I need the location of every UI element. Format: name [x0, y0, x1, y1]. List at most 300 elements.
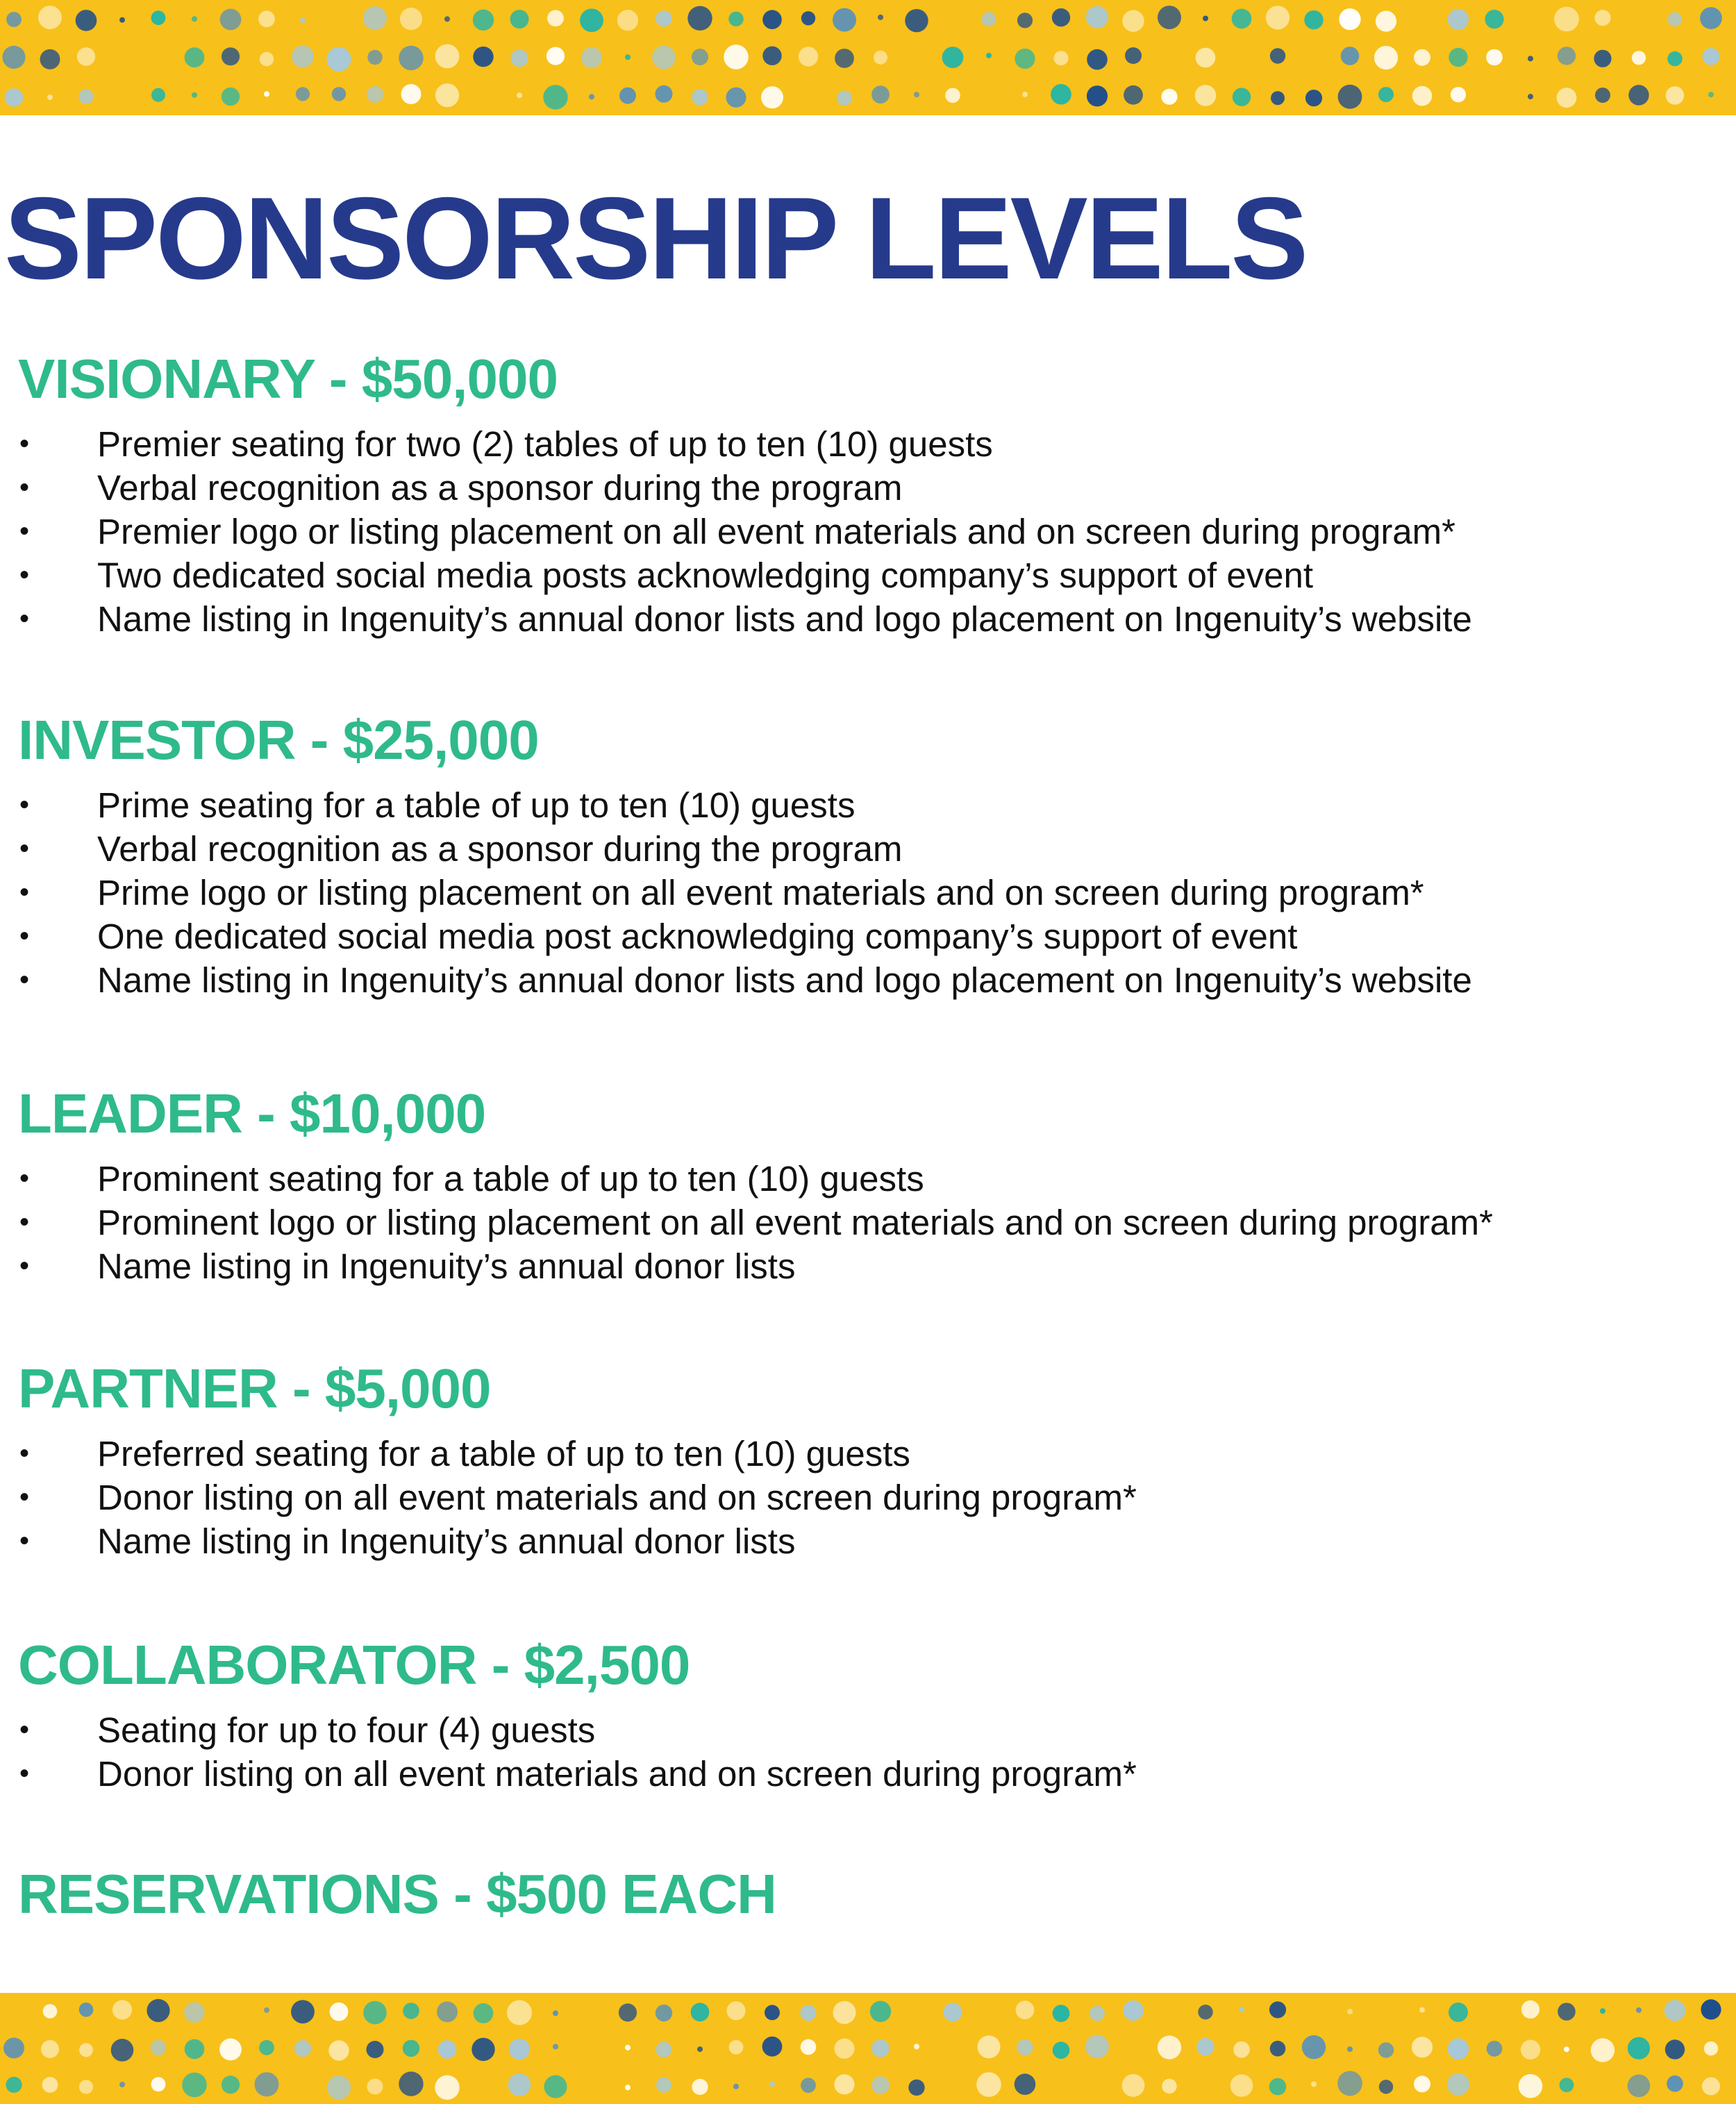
decorative-dot	[944, 2003, 962, 2021]
decorative-dot	[1449, 2003, 1468, 2022]
decorative-dot	[222, 2076, 240, 2094]
decorative-dot	[473, 47, 493, 67]
bullet-icon: •	[19, 1526, 30, 1556]
level-heading: LEADER - $10,000	[18, 1083, 486, 1144]
decorative-dot	[79, 2080, 93, 2094]
decorative-dot	[625, 54, 631, 60]
decorative-dot	[330, 2003, 349, 2021]
level-collaborator	[0, 1632, 1736, 1796]
decorative-dot	[399, 46, 423, 70]
decorative-dot	[151, 88, 165, 102]
benefit-item	[0, 1752, 1736, 1796]
benefit-text: Name listing in Ingenuity’s annual donor lists and logo placement on Ingenuity’s website	[97, 599, 1472, 639]
decorative-dot	[1122, 2074, 1145, 2097]
decorative-dot	[1666, 86, 1684, 104]
level-partner	[0, 1355, 1736, 1563]
level-heading: INVESTOR - $25,000	[18, 709, 539, 771]
decorative-dot	[1600, 2008, 1605, 2014]
decorative-dot	[184, 2003, 204, 2023]
decorative-dot	[1560, 2078, 1574, 2092]
decorative-dot	[292, 46, 314, 68]
benefit-item	[0, 1201, 1736, 1244]
decorative-dot	[908, 2080, 924, 2096]
decorative-dot	[1196, 2038, 1214, 2055]
decorative-dot	[1052, 8, 1070, 26]
decorative-dot	[1270, 48, 1285, 63]
benefit-text: Verbal recognition as a sponsor during the program	[97, 829, 903, 869]
benefit-item	[0, 1157, 1736, 1201]
decorative-dot	[1122, 10, 1144, 32]
decorative-dot	[401, 84, 422, 104]
decorative-dot	[762, 2037, 783, 2057]
decorative-dot	[296, 87, 310, 101]
decorative-dot	[553, 2010, 558, 2016]
decorative-dot	[697, 2046, 703, 2052]
decorative-dot	[3, 2037, 24, 2058]
decorative-dot	[1085, 2035, 1109, 2058]
benefit-item	[0, 958, 1736, 1002]
decorative-dot	[222, 47, 240, 65]
decorative-dot	[192, 16, 197, 22]
decorative-dot	[260, 52, 274, 66]
bullet-icon: •	[19, 1758, 30, 1789]
level-heading: RESERVATIONS - $500 EACH	[18, 1863, 776, 1925]
decorative-dot	[546, 47, 565, 65]
decorative-dot	[580, 8, 603, 32]
decorative-dot	[619, 87, 636, 104]
decorative-dot	[403, 2040, 419, 2057]
decorative-dot	[543, 85, 567, 109]
decorative-dot	[1271, 91, 1285, 105]
decorative-dot	[151, 2077, 166, 2092]
decorative-dot	[258, 10, 275, 27]
decorative-dot	[1448, 2039, 1469, 2060]
decorative-dot	[1374, 46, 1398, 69]
bullet-icon: •	[19, 1438, 30, 1469]
decorative-dot	[1123, 2001, 1143, 2021]
bullet-icon: •	[19, 877, 30, 908]
benefit-item	[0, 510, 1736, 553]
decorative-dot	[729, 2040, 744, 2055]
decorative-dot	[1378, 2042, 1394, 2057]
decorative-dot	[589, 94, 594, 99]
decorative-dot	[510, 10, 529, 28]
decorative-dot	[837, 90, 852, 106]
decorative-dot	[724, 44, 749, 69]
decorative-dot	[687, 6, 712, 31]
decorative-dot	[1628, 2075, 1651, 2098]
decorative-dot	[945, 88, 960, 103]
benefit-text: Name listing in Ingenuity’s annual donor lists	[97, 1521, 796, 1561]
decorative-dot	[625, 2045, 631, 2051]
decorative-dot	[656, 2078, 671, 2093]
decorative-dot	[986, 53, 992, 58]
decorative-dot	[444, 16, 450, 22]
decorative-dot	[5, 88, 24, 107]
decorative-dot	[1414, 49, 1430, 66]
benefit-text: Seating for up to four (4) guests	[97, 1710, 596, 1750]
bullet-icon: •	[19, 603, 30, 634]
decorative-dot	[1125, 47, 1142, 64]
bullet-icon: •	[19, 1714, 30, 1745]
benefit-item	[0, 871, 1736, 915]
decorative-dot	[1337, 2071, 1362, 2096]
decorative-dot	[1198, 2005, 1212, 2019]
decorative-dot	[47, 94, 53, 100]
decorative-dot	[547, 10, 564, 26]
bullet-icon: •	[19, 1251, 30, 1281]
benefit-item	[0, 1244, 1736, 1288]
decorative-dot	[1233, 88, 1251, 106]
decorative-dot	[1311, 2081, 1317, 2087]
benefit-text: One dedicated social media post acknowledging company’s support of event	[97, 917, 1298, 956]
decorative-dot	[834, 2039, 854, 2059]
decorative-dot	[6, 2077, 22, 2093]
decorative-dot	[40, 49, 60, 69]
benefit-text: Verbal recognition as a sponsor during the program	[97, 468, 903, 508]
decorative-dot	[799, 47, 818, 66]
decorative-dot	[1564, 2046, 1569, 2052]
bullet-icon: •	[19, 1163, 30, 1194]
decorative-dot	[437, 2001, 458, 2022]
decorative-dot	[733, 2084, 739, 2089]
decorative-dot	[182, 2073, 207, 2098]
decorative-dot	[1053, 2042, 1070, 2059]
decorative-dot	[1017, 12, 1033, 28]
decorative-dot	[801, 2078, 816, 2093]
decorative-dot	[1087, 49, 1108, 70]
decorative-dot	[762, 10, 782, 29]
decorative-dot	[1664, 2000, 1686, 2021]
decorative-dot	[264, 2007, 269, 2013]
decorative-dot	[1090, 2006, 1105, 2021]
decorative-dot	[1702, 2077, 1720, 2095]
decorative-dot	[1302, 2035, 1326, 2059]
decorative-dot	[1521, 2040, 1540, 2060]
benefit-text: Prime logo or listing placement on all event materials and on screen during program*	[97, 873, 1424, 912]
decorative-dot	[692, 2079, 708, 2095]
decorative-dot	[692, 49, 708, 65]
decorative-dot	[1379, 2080, 1393, 2094]
decorative-dot	[878, 15, 883, 20]
bullet-icon: •	[19, 472, 30, 503]
decorative-dot	[294, 2040, 311, 2057]
benefit-text: Name listing in Ingenuity’s annual donor lists	[97, 1246, 796, 1286]
benefit-list	[0, 783, 1736, 1002]
decorative-dot	[1239, 2007, 1244, 2012]
decorative-dot	[1595, 87, 1610, 103]
decorative-dot	[509, 2039, 530, 2060]
benefit-item	[0, 1476, 1736, 1519]
decorative-dot	[1233, 2042, 1250, 2058]
decorative-dot	[1636, 2007, 1642, 2013]
decorative-dot	[435, 2076, 459, 2100]
decorative-dot	[617, 10, 638, 31]
decorative-dot	[1053, 2005, 1070, 2022]
benefit-item	[0, 1708, 1736, 1752]
decorative-dot	[438, 2040, 457, 2059]
benefit-text: Two dedicated social media posts acknowledging company’s support of event	[97, 556, 1314, 595]
decorative-dot	[1448, 9, 1469, 30]
decorative-dot	[517, 92, 522, 98]
decorative-dot	[147, 1999, 169, 2022]
decorative-dot	[508, 2073, 531, 2096]
decorative-dot	[1269, 2001, 1286, 2018]
decorative-dot	[43, 2004, 58, 2019]
decorative-dot	[1414, 2076, 1430, 2092]
level-heading: PARTNER - $5,000	[18, 1358, 491, 1419]
decorative-dot	[399, 2071, 423, 2096]
decorative-dot	[1412, 86, 1433, 106]
decorative-dot	[474, 2003, 494, 2023]
decorative-dot	[553, 2044, 558, 2049]
decorative-dot	[1528, 94, 1533, 99]
decorative-dot	[79, 2043, 93, 2057]
decorative-dot	[151, 10, 166, 25]
decorative-dot	[367, 86, 383, 103]
decorative-dot	[1339, 8, 1360, 30]
decorative-dot	[1521, 2001, 1539, 2019]
decorative-dot	[219, 2039, 242, 2061]
decorative-dot	[1558, 47, 1576, 65]
decorative-dot	[367, 50, 382, 65]
decorative-dot	[1230, 2074, 1253, 2097]
decorative-dot	[1419, 2007, 1425, 2013]
decorative-dot	[367, 2041, 384, 2058]
benefit-item	[0, 827, 1736, 871]
decorative-dot	[871, 85, 890, 103]
benefit-text: Prominent logo or listing placement on all event materials and on screen during program*	[97, 1203, 1493, 1242]
decorative-dot	[871, 2076, 890, 2094]
decorative-dot	[769, 2081, 775, 2087]
decorative-dot	[1449, 48, 1467, 67]
decorative-dot	[6, 12, 22, 27]
level-leader	[0, 1080, 1736, 1288]
decorative-dot	[2, 46, 25, 69]
decorative-dot	[762, 47, 781, 65]
decorative-dot	[1266, 6, 1290, 29]
decorative-dot	[403, 2003, 419, 2019]
decorative-dot	[185, 47, 205, 67]
decorative-dot	[220, 9, 242, 31]
bullet-icon: •	[19, 1482, 30, 1512]
decorative-dot	[79, 2003, 94, 2017]
dot-pattern	[0, 0, 1736, 115]
decorative-dot	[976, 2072, 1001, 2097]
decorative-dot	[1158, 2035, 1181, 2059]
decorative-dot	[905, 9, 928, 32]
benefit-item	[0, 1432, 1736, 1476]
benefit-text: Name listing in Ingenuity’s annual donor lists and logo placement on Ingenuity’s website	[97, 960, 1472, 1000]
decorative-dot	[363, 2001, 387, 2025]
benefit-list	[0, 1157, 1736, 1288]
decorative-dot	[692, 89, 708, 105]
decorative-dot	[1667, 2076, 1683, 2092]
decorative-dot	[1700, 7, 1722, 29]
decorative-dot	[1086, 6, 1108, 28]
decorative-dot	[1528, 56, 1533, 61]
decorative-dot	[76, 10, 97, 31]
decorative-dot	[656, 2005, 672, 2021]
top-dot-pattern-band	[0, 0, 1736, 115]
level-visionary	[0, 346, 1736, 641]
decorative-dot	[222, 87, 240, 106]
decorative-dot	[726, 2001, 745, 2020]
decorative-dot	[1451, 87, 1466, 102]
benefit-item	[0, 915, 1736, 958]
decorative-dot	[1558, 2003, 1576, 2021]
decorative-dot	[870, 2001, 891, 2022]
decorative-dot	[1376, 11, 1396, 32]
decorative-dot	[112, 2000, 132, 2019]
decorative-dot	[978, 2035, 1001, 2058]
benefit-item	[0, 466, 1736, 510]
decorative-dot	[1232, 9, 1252, 29]
decorative-dot	[42, 2077, 58, 2093]
decorative-dot	[1665, 2039, 1685, 2059]
dot-pattern	[0, 1993, 1736, 2104]
benefit-list	[0, 1708, 1736, 1796]
decorative-dot	[1487, 2041, 1503, 2057]
decorative-dot	[111, 2039, 134, 2062]
decorative-dot	[1015, 2073, 1036, 2095]
page-title: SPONSORSHIP LEVELS	[4, 173, 1307, 303]
decorative-dot	[1594, 10, 1610, 26]
benefit-text: Prominent seating for a table of up to ten (10) guests	[97, 1159, 924, 1199]
decorative-dot	[1203, 16, 1208, 22]
decorative-dot	[119, 2082, 125, 2087]
decorative-dot	[77, 47, 95, 65]
decorative-dot	[765, 2005, 780, 2020]
decorative-dot	[800, 2005, 816, 2021]
decorative-dot	[833, 8, 856, 32]
decorative-dot	[834, 2074, 854, 2094]
level-heading: COLLABORATOR - $2,500	[18, 1634, 690, 1696]
decorative-dot	[625, 2085, 631, 2090]
decorative-dot	[914, 92, 919, 97]
decorative-dot	[332, 87, 346, 101]
decorative-dot	[1347, 2009, 1353, 2014]
benefit-item	[0, 783, 1736, 827]
decorative-dot	[1124, 85, 1143, 105]
benefit-item	[0, 422, 1736, 466]
decorative-dot	[1704, 2042, 1718, 2055]
decorative-dot	[619, 2003, 637, 2021]
decorative-dot	[328, 2040, 349, 2060]
decorative-dot	[801, 11, 815, 25]
decorative-dot	[726, 87, 746, 108]
decorative-dot	[728, 12, 743, 26]
decorative-dot	[1270, 2041, 1286, 2057]
decorative-dot	[291, 2000, 315, 2023]
decorative-dot	[1703, 48, 1720, 65]
decorative-dot	[78, 89, 93, 103]
decorative-dot	[1554, 7, 1579, 32]
decorative-dot	[833, 2001, 856, 2024]
decorative-dot	[259, 2040, 274, 2055]
decorative-dot	[1196, 48, 1216, 68]
decorative-dot	[1305, 90, 1322, 106]
decorative-dot	[1051, 84, 1071, 105]
decorative-dot	[1195, 85, 1217, 106]
benefit-list	[0, 422, 1736, 641]
decorative-dot	[1486, 49, 1503, 66]
decorative-dot	[1016, 2001, 1035, 2019]
decorative-dot	[1485, 10, 1503, 28]
decorative-dot	[1158, 6, 1181, 29]
decorative-dot	[1015, 49, 1035, 69]
bullet-icon: •	[19, 1207, 30, 1237]
decorative-dot	[326, 47, 351, 72]
decorative-dot	[1667, 51, 1682, 66]
decorative-dot	[367, 2078, 383, 2094]
decorative-dot	[1447, 2073, 1469, 2096]
decorative-dot	[982, 12, 996, 26]
benefit-text: Preferred seating for a table of up to ten (10) guests	[97, 1434, 910, 1473]
decorative-dot	[510, 49, 528, 67]
decorative-dot	[507, 2000, 532, 2025]
bullet-icon: •	[19, 516, 30, 546]
decorative-dot	[871, 2039, 890, 2057]
decorative-dot	[1017, 2039, 1033, 2055]
decorative-dot	[300, 17, 306, 23]
bullet-icon: •	[19, 921, 30, 951]
decorative-dot	[1162, 2079, 1176, 2094]
benefit-text: Premier seating for two (2) tables of up to ten (10) guests	[97, 424, 993, 464]
benefit-text: Donor listing on all event materials and on screen during program*	[97, 1478, 1137, 1517]
bullet-icon: •	[19, 790, 30, 820]
decorative-dot	[835, 49, 854, 68]
decorative-dot	[473, 10, 494, 31]
decorative-dot	[652, 46, 676, 69]
decorative-dot	[761, 86, 783, 108]
decorative-dot	[1594, 50, 1611, 67]
decorative-dot	[1519, 2074, 1543, 2098]
decorative-dot	[1708, 92, 1714, 97]
decorative-dot	[1269, 2078, 1287, 2096]
decorative-dot	[38, 6, 62, 29]
decorative-dot	[1022, 92, 1028, 97]
level-heading: VISIONARY - $50,000	[18, 348, 558, 410]
decorative-dot	[1701, 1999, 1721, 2019]
benefit-text: Premier logo or listing placement on all event materials and on screen during program*	[97, 512, 1456, 551]
benefit-item	[0, 597, 1736, 641]
decorative-dot	[119, 17, 125, 23]
benefit-item	[0, 553, 1736, 597]
decorative-dot	[1054, 51, 1069, 65]
benefit-item	[0, 1519, 1736, 1563]
decorative-dot	[1628, 85, 1649, 105]
decorative-dot	[914, 2044, 919, 2049]
decorative-dot	[1557, 87, 1577, 108]
decorative-dot	[435, 83, 459, 107]
decorative-dot	[1347, 2046, 1353, 2052]
bottom-dot-pattern-band	[0, 1993, 1736, 2104]
decorative-dot	[656, 2042, 672, 2057]
decorative-dot	[874, 51, 887, 65]
bullet-icon: •	[19, 833, 30, 864]
decorative-dot	[691, 2003, 710, 2021]
decorative-dot	[942, 47, 964, 68]
decorative-dot	[1632, 51, 1646, 65]
decorative-dot	[363, 6, 387, 30]
decorative-dot	[581, 47, 602, 68]
decorative-dot	[1412, 2037, 1433, 2057]
decorative-dot	[1628, 2037, 1650, 2060]
decorative-dot	[435, 44, 460, 69]
decorative-dot	[255, 2072, 279, 2096]
decorative-dot	[1087, 85, 1108, 106]
